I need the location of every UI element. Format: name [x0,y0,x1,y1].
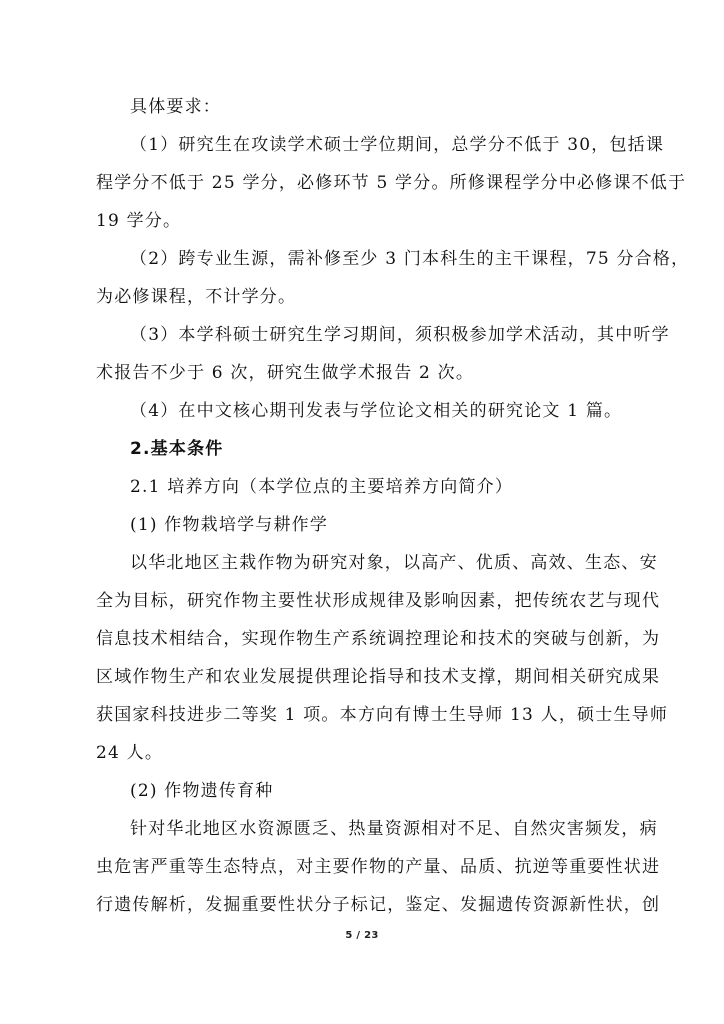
text-line: 获国家科技进步二等奖 1 项。本方向有博士生导师 13 人，硕士生导师 [96,705,669,725]
direction-title: (1) 作物栽培学与耕作学 [130,515,329,535]
section-heading [96,430,636,468]
text-line: 24 人。 [96,743,164,763]
requirement-3 [96,316,670,392]
text-line: 具体要求： [130,97,221,117]
text-line: （1）研究生在攻读学术硕士学位期间，总学分不低于 30，包括课 [130,135,665,155]
requirement-1 [96,126,687,240]
requirements-intro [96,88,636,126]
direction-2-title [96,772,636,810]
direction-title: (2) 作物遗传育种 [130,781,274,801]
subsection-title: 2.1 培养方向（本学位点的主要培养方向简介） [130,477,514,497]
text-line: 以华北地区主栽作物为研究对象，以高产、优质、高效、生态、安 [130,553,658,573]
text-line: 行遗传解析，发掘重要性状分子标记，鉴定、发掘遗传资源新性状，创 [96,895,661,915]
text-line: （2）跨专业生源，需补修至少 3 门本科生的主干课程，75 分合格， [130,249,690,269]
direction-1-title [96,506,636,544]
text-line: 虫危害严重等生态特点，对主要作物的产量、品质、抗逆等重要性状进 [96,857,661,877]
text-line: 全为目标，研究作物主要性状形成规律及影响因素，把传统农艺与现代 [96,591,661,611]
direction-2-body [96,810,661,924]
text-line: 19 学分。 [96,211,182,231]
text-line: （3）本学科硕士研究生学习期间，须积极参加学术活动，其中听学 [130,325,670,345]
requirement-4 [96,392,636,430]
text-line: 术报告不少于 6 次，研究生做学术报告 2 次。 [96,363,475,383]
text-line: （4）在中文核心期刊发表与学位论文相关的研究论文 1 篇。 [130,401,623,421]
document-body [96,88,690,924]
text-line: 区域作物生产和农业发展提供理论指导和技术支撑，期间相关研究成果 [96,667,661,687]
subsection-heading [96,468,636,506]
page-number: 5 / 23 [345,930,379,941]
text-line: 程学分不低于 25 学分，必修环节 5 学分。所修课程学分中必修课不低于 [96,173,687,193]
text-line: 针对华北地区水资源匮乏、热量资源相对不足、自然灾害频发，病 [130,819,658,839]
section-title: 2.基本条件 [130,439,224,459]
direction-1-body [96,544,669,772]
text-line: 信息技术相结合，实现作物生产系统调控理论和技术的突破与创新，为 [96,629,661,649]
requirement-2 [96,240,690,316]
text-line: 为必修课程，不计学分。 [96,287,297,307]
